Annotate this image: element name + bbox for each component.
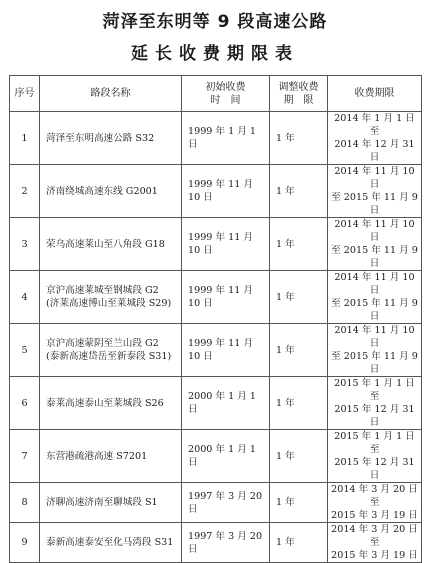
row-number: 6 [10,377,40,430]
table-subtitle: 延长收费期限表 [131,44,299,64]
toll-period-line: 2014 年 11 月 10 日 [334,166,415,190]
toll-period-line: 2015 年 3 月 19 日 [331,550,418,561]
toll-period-line: 2015 年 1 月 1 日至 [334,378,415,402]
table-row [10,377,422,430]
road-name [40,218,182,271]
road-name-line: (泰新高速岱岳至新泰段 S31) [46,351,172,362]
table-body [10,112,422,563]
header-adjust [270,76,328,112]
toll-period [328,165,422,218]
start-date: 1997 年 3 月 20 日 [182,483,270,523]
road-name [40,112,182,165]
table-row [10,483,422,523]
header-road: 路段名称 [40,76,182,112]
road-name [40,324,182,377]
start-date: 1999 年 11 月 10 日 [182,218,270,271]
toll-period [328,324,422,377]
table-row [10,218,422,271]
start-date: 1997 年 3 月 20 日 [182,523,270,563]
header-adjust-line2: 期 限 [283,94,314,106]
start-date: 2000 年 1 月 1 日 [182,377,270,430]
road-name-line: 泰莱高速泰山至莱城段 S26 [46,397,164,409]
start-date: 1999 年 11 月 10 日 [182,165,270,218]
table-row [10,112,422,165]
adjust-period: 1 年 [270,218,328,271]
header-period: 收费期限 [328,76,422,112]
toll-period-line: 2015 年 3 月 19 日 [331,510,418,521]
row-number: 7 [10,430,40,483]
toll-period [328,523,422,563]
road-name-line: 济聊高速济南至聊城段 S1 [46,497,158,508]
header-no: 序号 [10,76,40,112]
road-name [40,430,182,483]
toll-period [328,271,422,324]
toll-period-line: 2015 年 12 月 31 日 [334,457,415,481]
start-date: 2000 年 1 月 1 日 [182,430,270,483]
toll-period-line: 至 2015 年 11 月 9 日 [331,245,418,269]
table-row [10,271,422,324]
toll-period-line: 2014 年 11 月 10 日 [334,272,415,296]
toll-period [328,377,422,430]
road-name-line: 京沪高速莱城至钢城段 G2 [46,285,159,296]
row-number: 8 [10,483,40,523]
adjust-period: 1 年 [270,165,328,218]
road-name-line: (济莱高速博山至莱城段 S29) [46,298,172,309]
toll-period-line: 至 2015 年 11 月 9 日 [331,298,418,322]
toll-period-line: 2014 年 12 月 31 日 [334,139,415,163]
row-number: 4 [10,271,40,324]
road-name [40,165,182,218]
start-date: 1999 年 1 月 1 日 [182,112,270,165]
toll-period-line: 2014 年 1 月 1 日至 [334,113,415,137]
row-number: 1 [10,112,40,165]
adjust-period: 1 年 [270,324,328,377]
adjust-period: 1 年 [270,271,328,324]
toll-period [328,218,422,271]
toll-period-line: 2014 年 3 月 20 日至 [331,484,418,508]
road-name-line: 泰新高速泰安至化马湾段 S31 [46,537,174,548]
header-start-line2: 时 间 [210,94,241,106]
row-number: 3 [10,218,40,271]
row-number: 2 [10,165,40,218]
header-row [10,76,422,112]
header-adjust-line1: 调整收费 [278,81,319,93]
toll-period-line: 2014 年 11 月 10 日 [334,325,415,349]
toll-period-line: 2015 年 1 月 1 日至 [334,431,415,455]
adjust-period: 1 年 [270,430,328,483]
adjust-period: 1 年 [270,112,328,165]
toll-period-line: 2014 年 11 月 10 日 [334,219,415,243]
toll-period-line: 2014 年 3 月 20 日至 [331,524,418,548]
road-name [40,523,182,563]
toll-period [328,483,422,523]
row-number: 9 [10,523,40,563]
road-name [40,271,182,324]
table-row [10,523,422,563]
road-name-line: 济南绕城高速东线 G2001 [46,185,158,197]
table-row [10,165,422,218]
road-name [40,377,182,430]
adjust-period: 1 年 [270,523,328,563]
adjust-period: 1 年 [270,483,328,523]
toll-period [328,430,422,483]
toll-period-line: 2015 年 12 月 31 日 [334,404,415,428]
toll-period [328,112,422,165]
start-date: 1999 年 11 月 10 日 [182,324,270,377]
start-date: 1999 年 11 月 10 日 [182,271,270,324]
header-start-line1: 初始收费 [205,81,246,93]
road-name-line: 东营港疏港高速 S7201 [46,450,148,462]
adjust-period: 1 年 [270,377,328,430]
table-row [10,430,422,483]
road-name-line: 京沪高速蒙阴至兰山段 G2 [46,338,159,349]
row-number: 5 [10,324,40,377]
toll-period-line: 至 2015 年 11 月 9 日 [331,192,418,216]
road-name [40,483,182,523]
table-row [10,324,422,377]
table-title: 菏泽至东明等 9 段高速公路 [102,12,328,32]
toll-period-table [9,75,422,563]
road-name-line: 荣乌高速莱山至八角段 G18 [46,238,165,250]
header-start [182,76,270,112]
toll-period-line: 至 2015 年 11 月 9 日 [331,351,418,375]
road-name-line: 菏泽至东明高速公路 S32 [46,132,155,144]
